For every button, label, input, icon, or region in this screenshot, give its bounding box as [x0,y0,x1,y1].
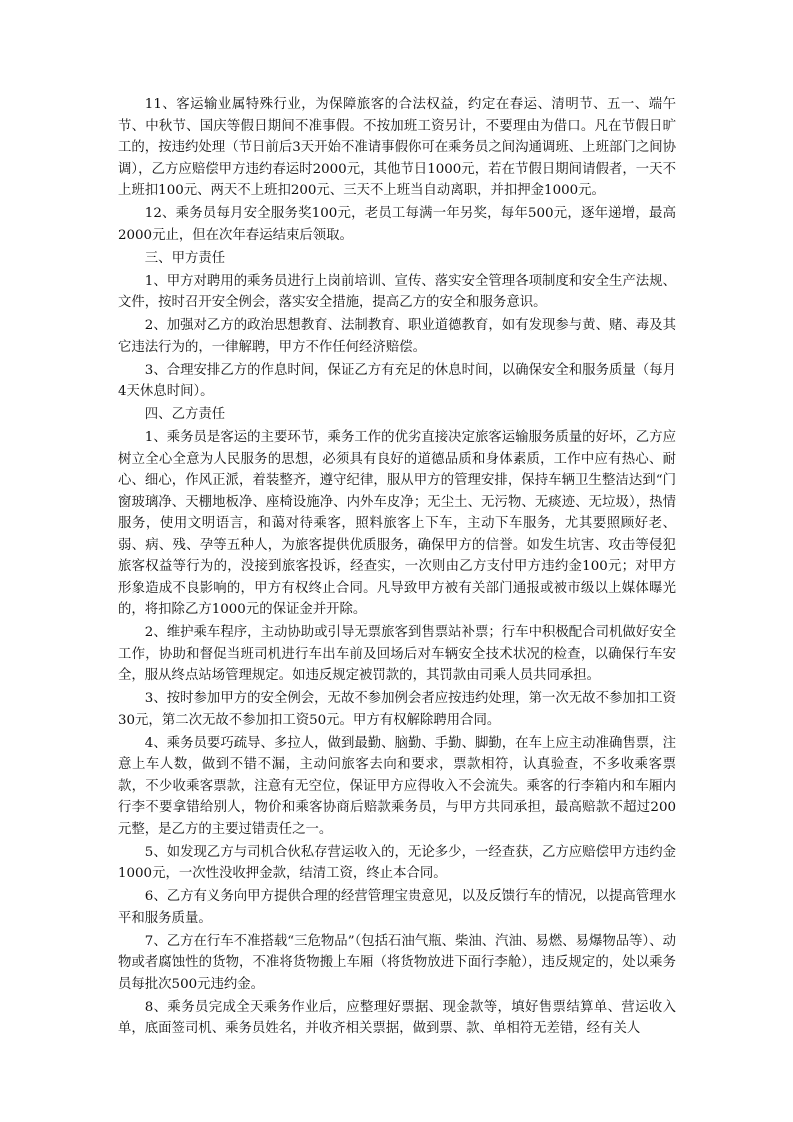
party-b-clause-8: 8、乘务员完成全天乘务作业后，应整理好票据、现金款等，填好售票结算单、营运收入单，底面签司机、乘务员姓名，并收齐相关票据，做到票、款、单相符无差错，经有关人 [118,999,676,1036]
party-a-clause-3: 3、合理安排乙方的作息时间，保证乙方有充足的休息时间，以确保安全和服务质量（每月4天休息时间）。 [118,362,676,399]
party-b-clause-6: 6、乙方有义务向甲方提供合理的经营管理宝贵意见，以及反馈行车的情况，以提高管理水平和服务质量。 [118,889,676,926]
party-b-clause-5: 5、如发现乙方与司机合伙私存营运收入的，无论多少，一经查获，乙方应赔偿甲方违约金1000元，一次性没收押金款，结清工资，终止本合同。 [118,844,676,881]
party-b-clause-1: 1、乘务员是客运的主要环节，乘务工作的优劣直接决定旅客运输服务质量的好坏，乙方应树立全心全意为人民服务的思想，必须具有良好的道德品质和身体素质，工作中应有热心、耐心、细心，作风正派，着装整齐，遵守纪律，服从甲方的管理安排，保持车辆卫生整洁达到“门窗玻璃净、天棚地板净、座椅设施净、内外车皮净；无尘土、无污物、无痰迹、无垃圾），热情服务，使用文明语言，和蔼对待乘客，照料旅客上下车，主动下车服务，尤其要照顾好老、弱、病、残、孕等五种人，为旅客提供优质服务，确保甲方的信誉。如发生坑害、攻击等侵犯旅客权益等行为的，没接到旅客投诉，经查实，一次则由乙方支付甲方违约金100元；对甲方形象造成不良影响的，甲方有权终止合同。凡导致甲方被有关部门通报或被市级以上媒体曝光的，将扣除乙方1000元的保证金并开除。 [118,430,676,617]
party-a-clause-2: 2、加强对乙方的政治思想教育、法制教育、职业道德教育，如有发现参与黄、赌、毒及其它违法行为的，一律解聘，甲方不作任何经济赔偿。 [118,318,676,355]
party-b-clause-3: 3、按时参加甲方的安全例会，无故不参加例会者应按违约处理，第一次无故不参加扣工资30元，第二次无故不参加扣工资50元。甲方有权解除聘用合同。 [118,691,676,728]
document-page [118,94,676,1041]
party-b-clause-4: 4、乘务员要巧疏导、多拉人，做到最勤、脑勤、手勤、脚勤，在车上应主动准确售票，注意上车人数，做到不错不漏，主动问旅客去向和要求，票款相符，认真验查，不多收乘客票款，不少收乘客票款，注意有无空位，保证甲方应得收入不会流失。乘客的行李箱内和车厢内行李不要拿错给别人，物价和乘客协商后赔款乘务员，与甲方共同承担，最高赔款不超过200元整，是乙方的主要过错责任之一。 [118,735,676,837]
section-heading-party-a: 三、甲方责任 [144,250,226,266]
clause-12: 12、乘务员每月安全服务奖100元，老员工每满一年另奖，每年500元，逐年递增，最高2000元止，但在次年春运结束后领取。 [118,206,676,243]
party-b-clause-2: 2、维护乘车程序，主动协助或引导无票旅客到售票站补票；行车中积极配合司机做好安全工作，协助和督促当班司机进行车出车前及回场后对车辆安全技术状况的检查，以确保行车安全，服从终点站场管理规定。如违反规定被罚款的，其罚款由司乘人员共同承担。 [118,625,676,683]
section-heading-party-b: 四、乙方责任 [144,407,226,422]
party-b-clause-7: 7、乙方在行车不准搭载“三危物品”（包括石油气瓶、柴油、汽油、易燃、易爆物品等）、动物或者腐蚀性的货物，不准将货物搬上车厢（将货物放进下面行李舱），违反规定的，处以乘务员每批次500元违约金。 [118,933,676,992]
party-a-clause-1: 1、甲方对聘用的乘务员进行上岗前培训、宣传、落实安全管理各项制度和安全生产法规、文件，按时召开安全例会，落实安全措施，提高乙方的安全和服务意识。 [118,273,676,310]
clause-11: 11、客运输业属特殊行业，为保障旅客的合法权益，约定在春运、清明节、五一、端午节、中秋节、国庆等假日期间不准事假。不按加班工资另计，不要理由为借口。凡在节假日旷工的，按违约处理（节日前后3天开始不准请事假你可在乘务员之间沟通调班、上班部门之间协调），乙方应赔偿甲方违约春运时2000元，其他节日1000元，若在节假日期间请假者，一天不上班扣100元、两天不上班扣200元、三天不上班当自动离职，并扣押金1000元。 [118,97,676,198]
